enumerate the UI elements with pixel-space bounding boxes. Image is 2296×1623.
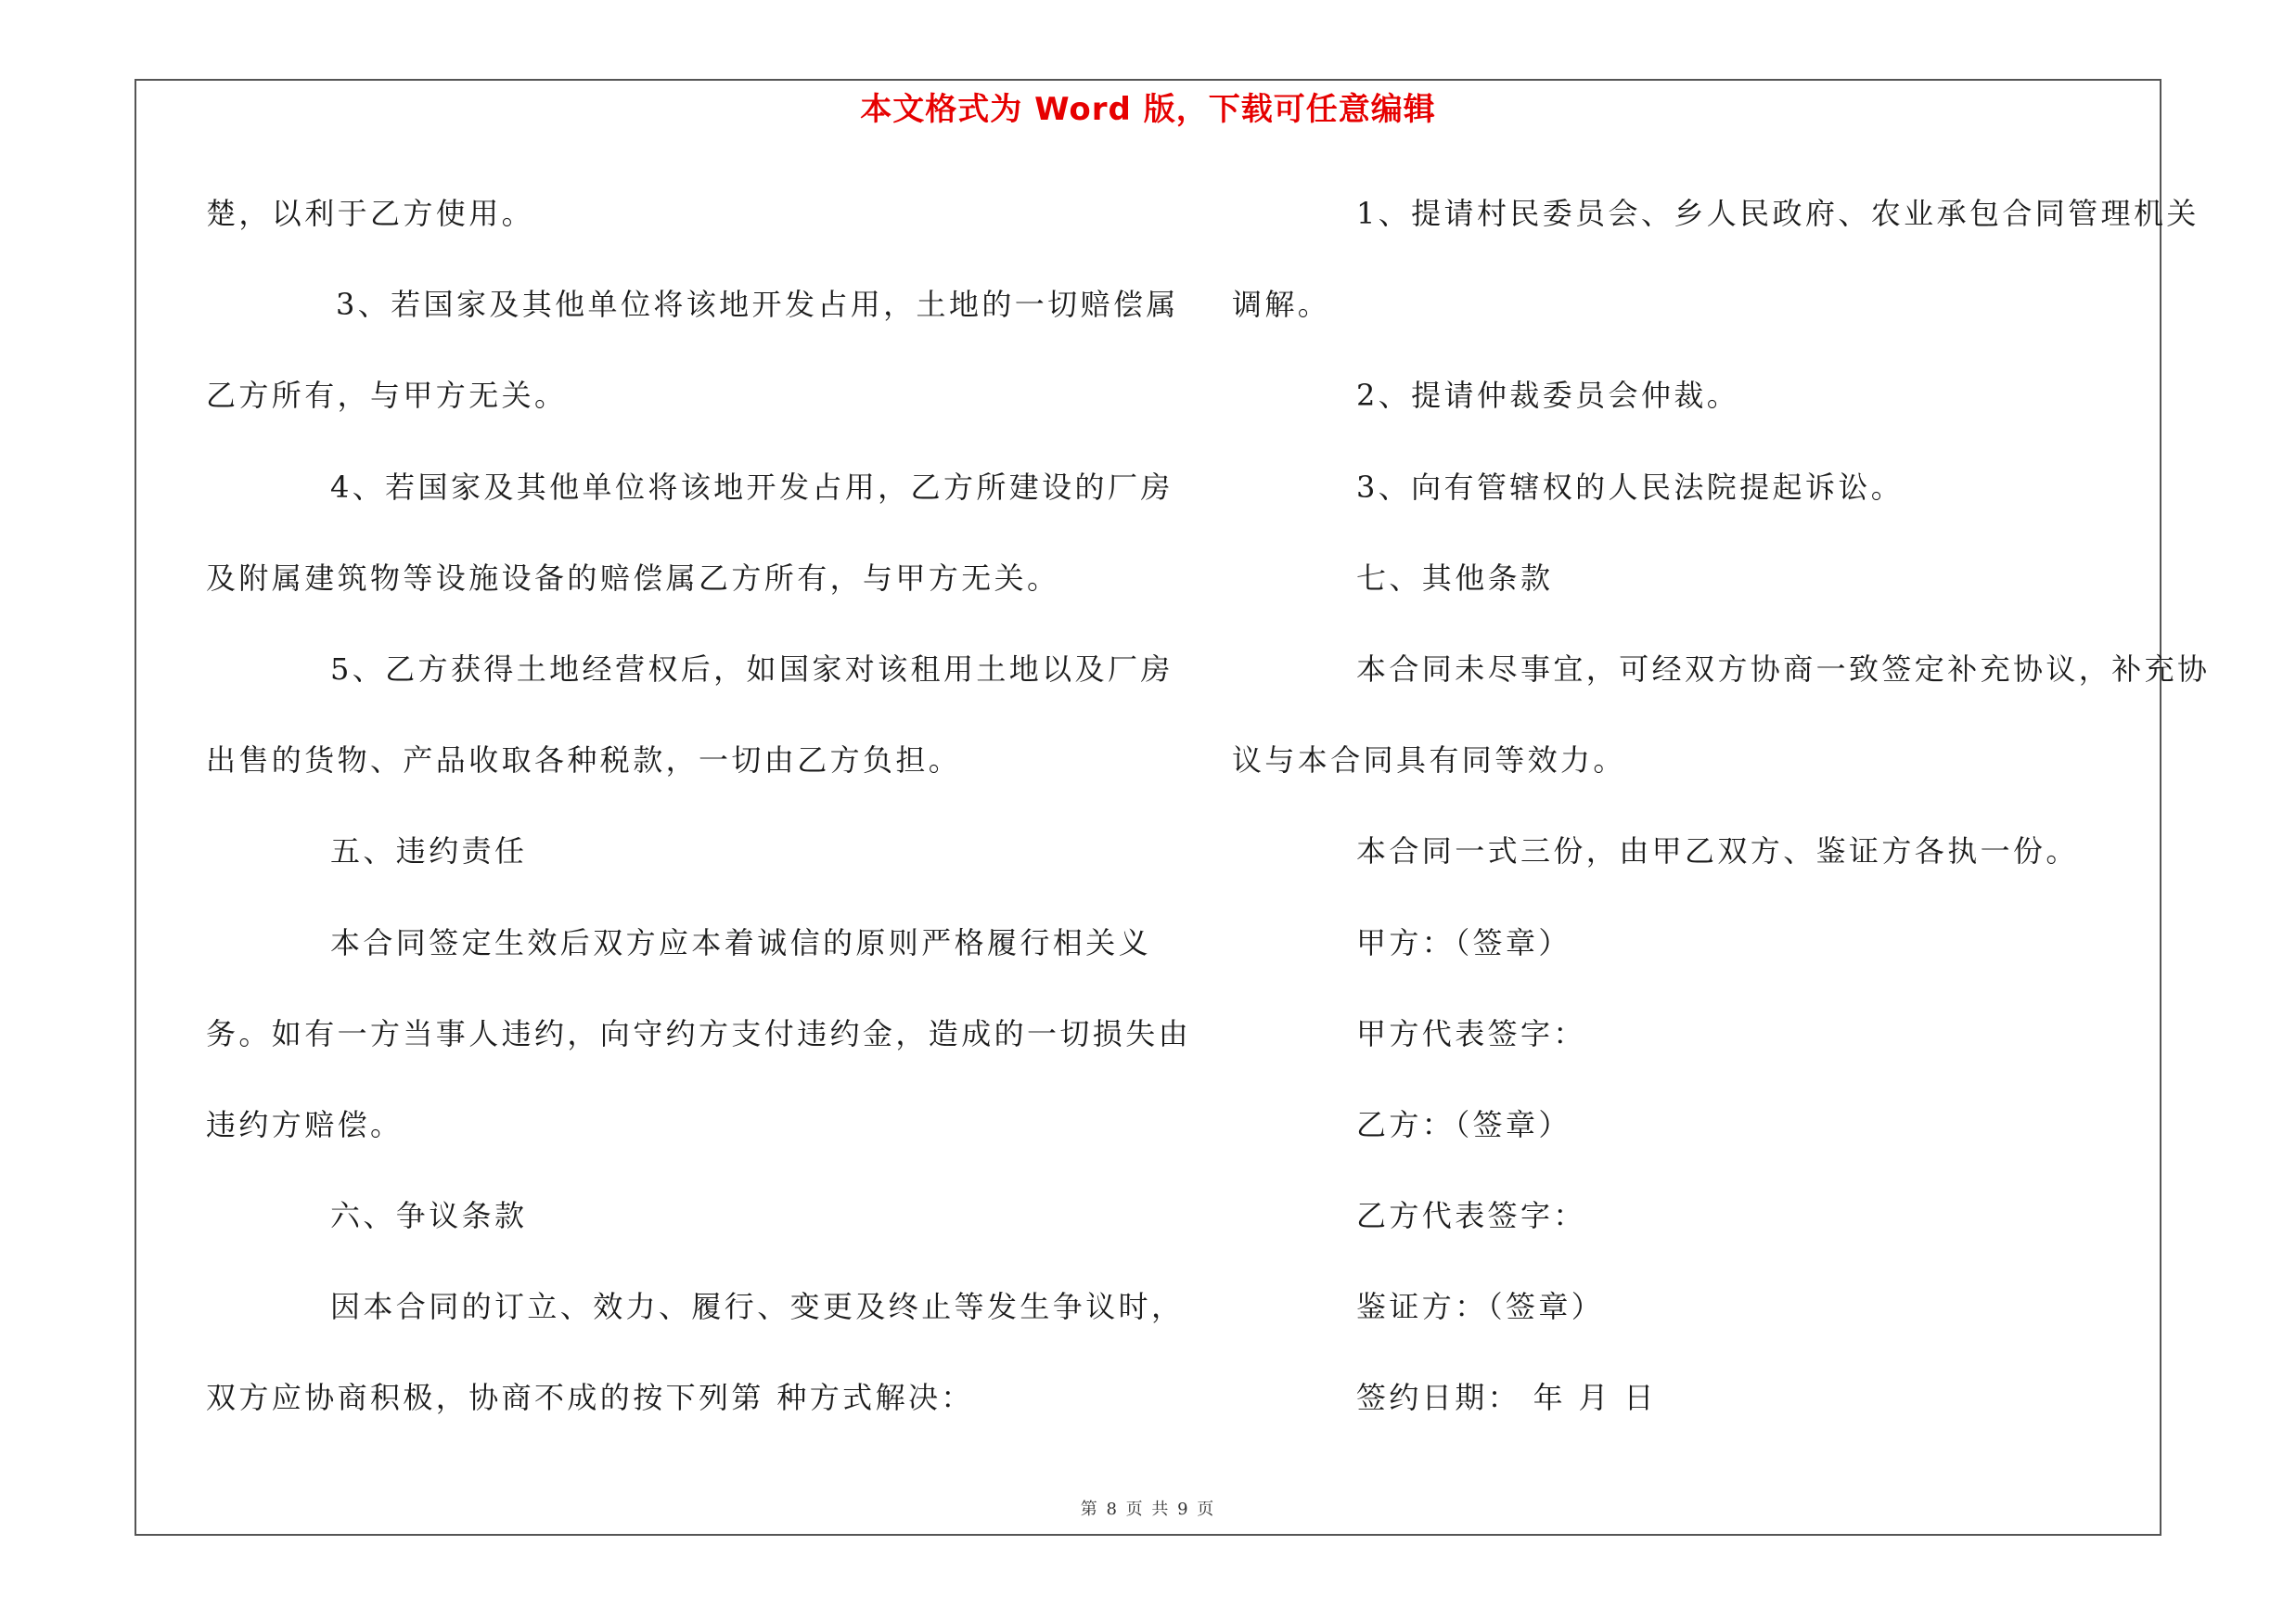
- text-line: 本合同未尽事宜，可经双方协商一致签定补充协议，补充协: [1356, 650, 2211, 687]
- left-text-column: [206, 181, 1192, 1457]
- text-line: 3、向有管辖权的人民法院提起诉讼。: [1356, 469, 1905, 505]
- section-heading: 五、违约责任: [330, 833, 528, 869]
- party-a-seal-line: 甲方：（签章）: [1356, 924, 1571, 960]
- text-line: 出售的货物、产品收取各种税款，一切由乙方负担。: [206, 742, 962, 779]
- text-line: 务。如有一方当事人违约，向守约方支付违约金，造成的一切损失由: [206, 1015, 1192, 1051]
- text-line: 及附属建筑物等设施设备的赔偿属乙方所有，与甲方无关。: [206, 560, 1060, 596]
- text-line: 乙方所有，与甲方无关。: [206, 378, 568, 414]
- text-line: 4、若国家及其他单位将该地开发占用，乙方所建设的厂房: [330, 469, 1174, 505]
- text-line: 调解。: [1232, 287, 1331, 323]
- text-line: 因本合同的订立、效力、履行、变更及终止等发生争议时，: [330, 1289, 1185, 1325]
- right-text-column: [1232, 181, 2211, 1457]
- party-b-seal-line: 乙方：（签章）: [1356, 1106, 1571, 1142]
- text-line: 双方应协商积极，协商不成的按下列第 种方式解决：: [206, 1380, 974, 1416]
- text-line: 违约方赔偿。: [206, 1106, 404, 1142]
- party-a-representative-line: 甲方代表签字：: [1356, 1015, 1586, 1051]
- section-heading: 七、其他条款: [1356, 560, 1554, 596]
- witness-seal-line: 鉴证方：（签章）: [1356, 1289, 1605, 1325]
- text-line: 本合同一式三份，由甲乙双方、鉴证方各执一份。: [1356, 833, 2079, 869]
- section-heading: 六、争议条款: [330, 1198, 528, 1234]
- text-line: 本合同签定生效后双方应本着诚信的原则严格履行相关义: [330, 924, 1152, 960]
- party-b-representative-line: 乙方代表签字：: [1356, 1198, 1586, 1234]
- page-number: 第 8 页 共 9 页: [1080, 1500, 1216, 1519]
- text-line: 2、提请仲裁委员会仲裁。: [1356, 378, 1740, 414]
- text-line: 1、提请村民委员会、乡人民政府、农业承包合同管理机关: [1356, 196, 2200, 231]
- text-line: 3、若国家及其他单位将该地开发占用，土地的一切赔偿属: [336, 287, 1179, 323]
- text-line: 楚，以利于乙方使用。: [206, 196, 535, 231]
- signing-date-line: 签约日期： 年 月 日: [1356, 1380, 1657, 1416]
- text-line: 议与本合同具有同等效力。: [1232, 742, 1626, 779]
- text-line: 5、乙方获得土地经营权后，如国家对该租用土地以及厂房: [330, 650, 1174, 687]
- word-format-banner: 本文格式为 Word 版，下载可任意编辑: [860, 91, 1436, 128]
